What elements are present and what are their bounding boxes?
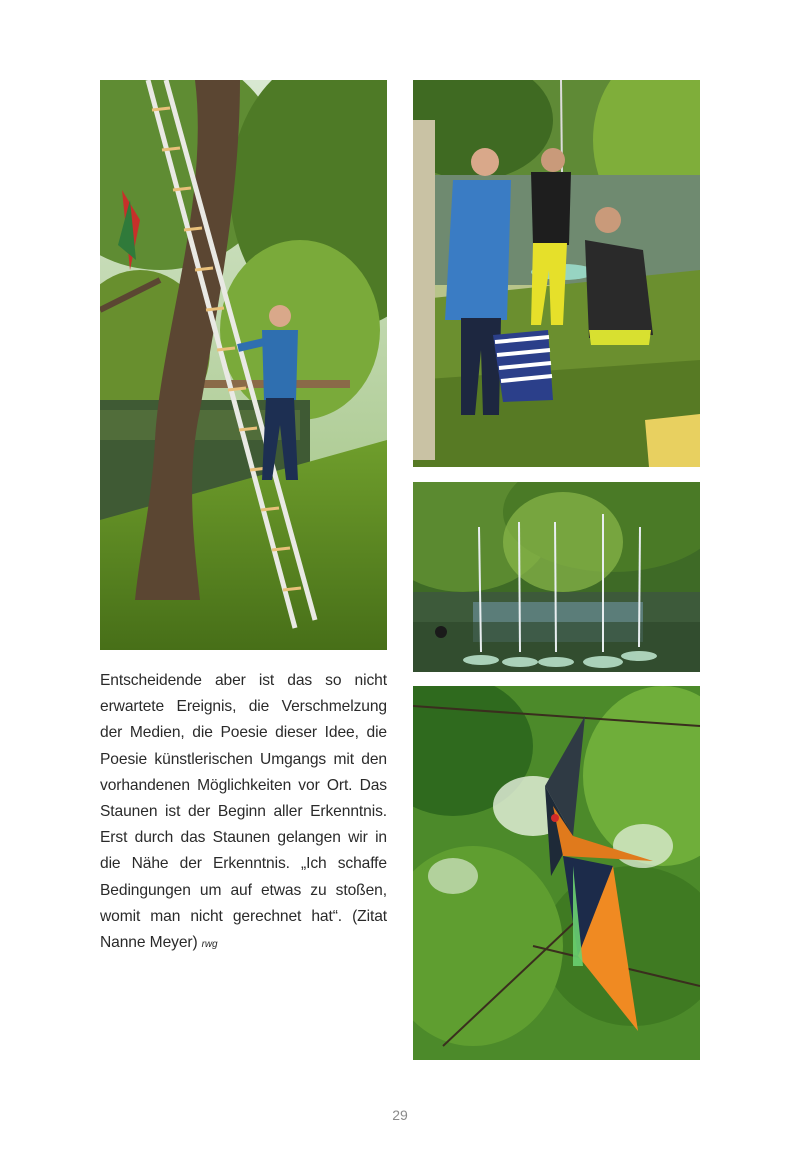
page-number: 29 [392,1107,408,1123]
article-text: Entscheidende aber ist das so nicht erwartete Ereignis, die Verschmelzung der Medien, die Poesie dieser Idee, die Poesie künstlerischen Umgangs mit den vorhandenen Möglichkeiten vor Ort. Das Staunen ist der Beginn aller Erkenntnis. Erst durch das Staunen gelangen wir in die Nähe der Erkenntnis. „Ich schaffe Bedingungen um auf etwas zu stoßen, womit man nicht gerechnet hat“. (Zitat Nanne Meyer) [100,672,387,952]
article-paragraph [100,668,387,958]
photo-man-on-ladder [100,80,387,650]
author-signature: rwg [201,939,218,951]
photo-workers-installing [413,80,700,467]
photo-poles-in-water [413,482,700,672]
photo-glass-sculpture [413,686,700,1060]
